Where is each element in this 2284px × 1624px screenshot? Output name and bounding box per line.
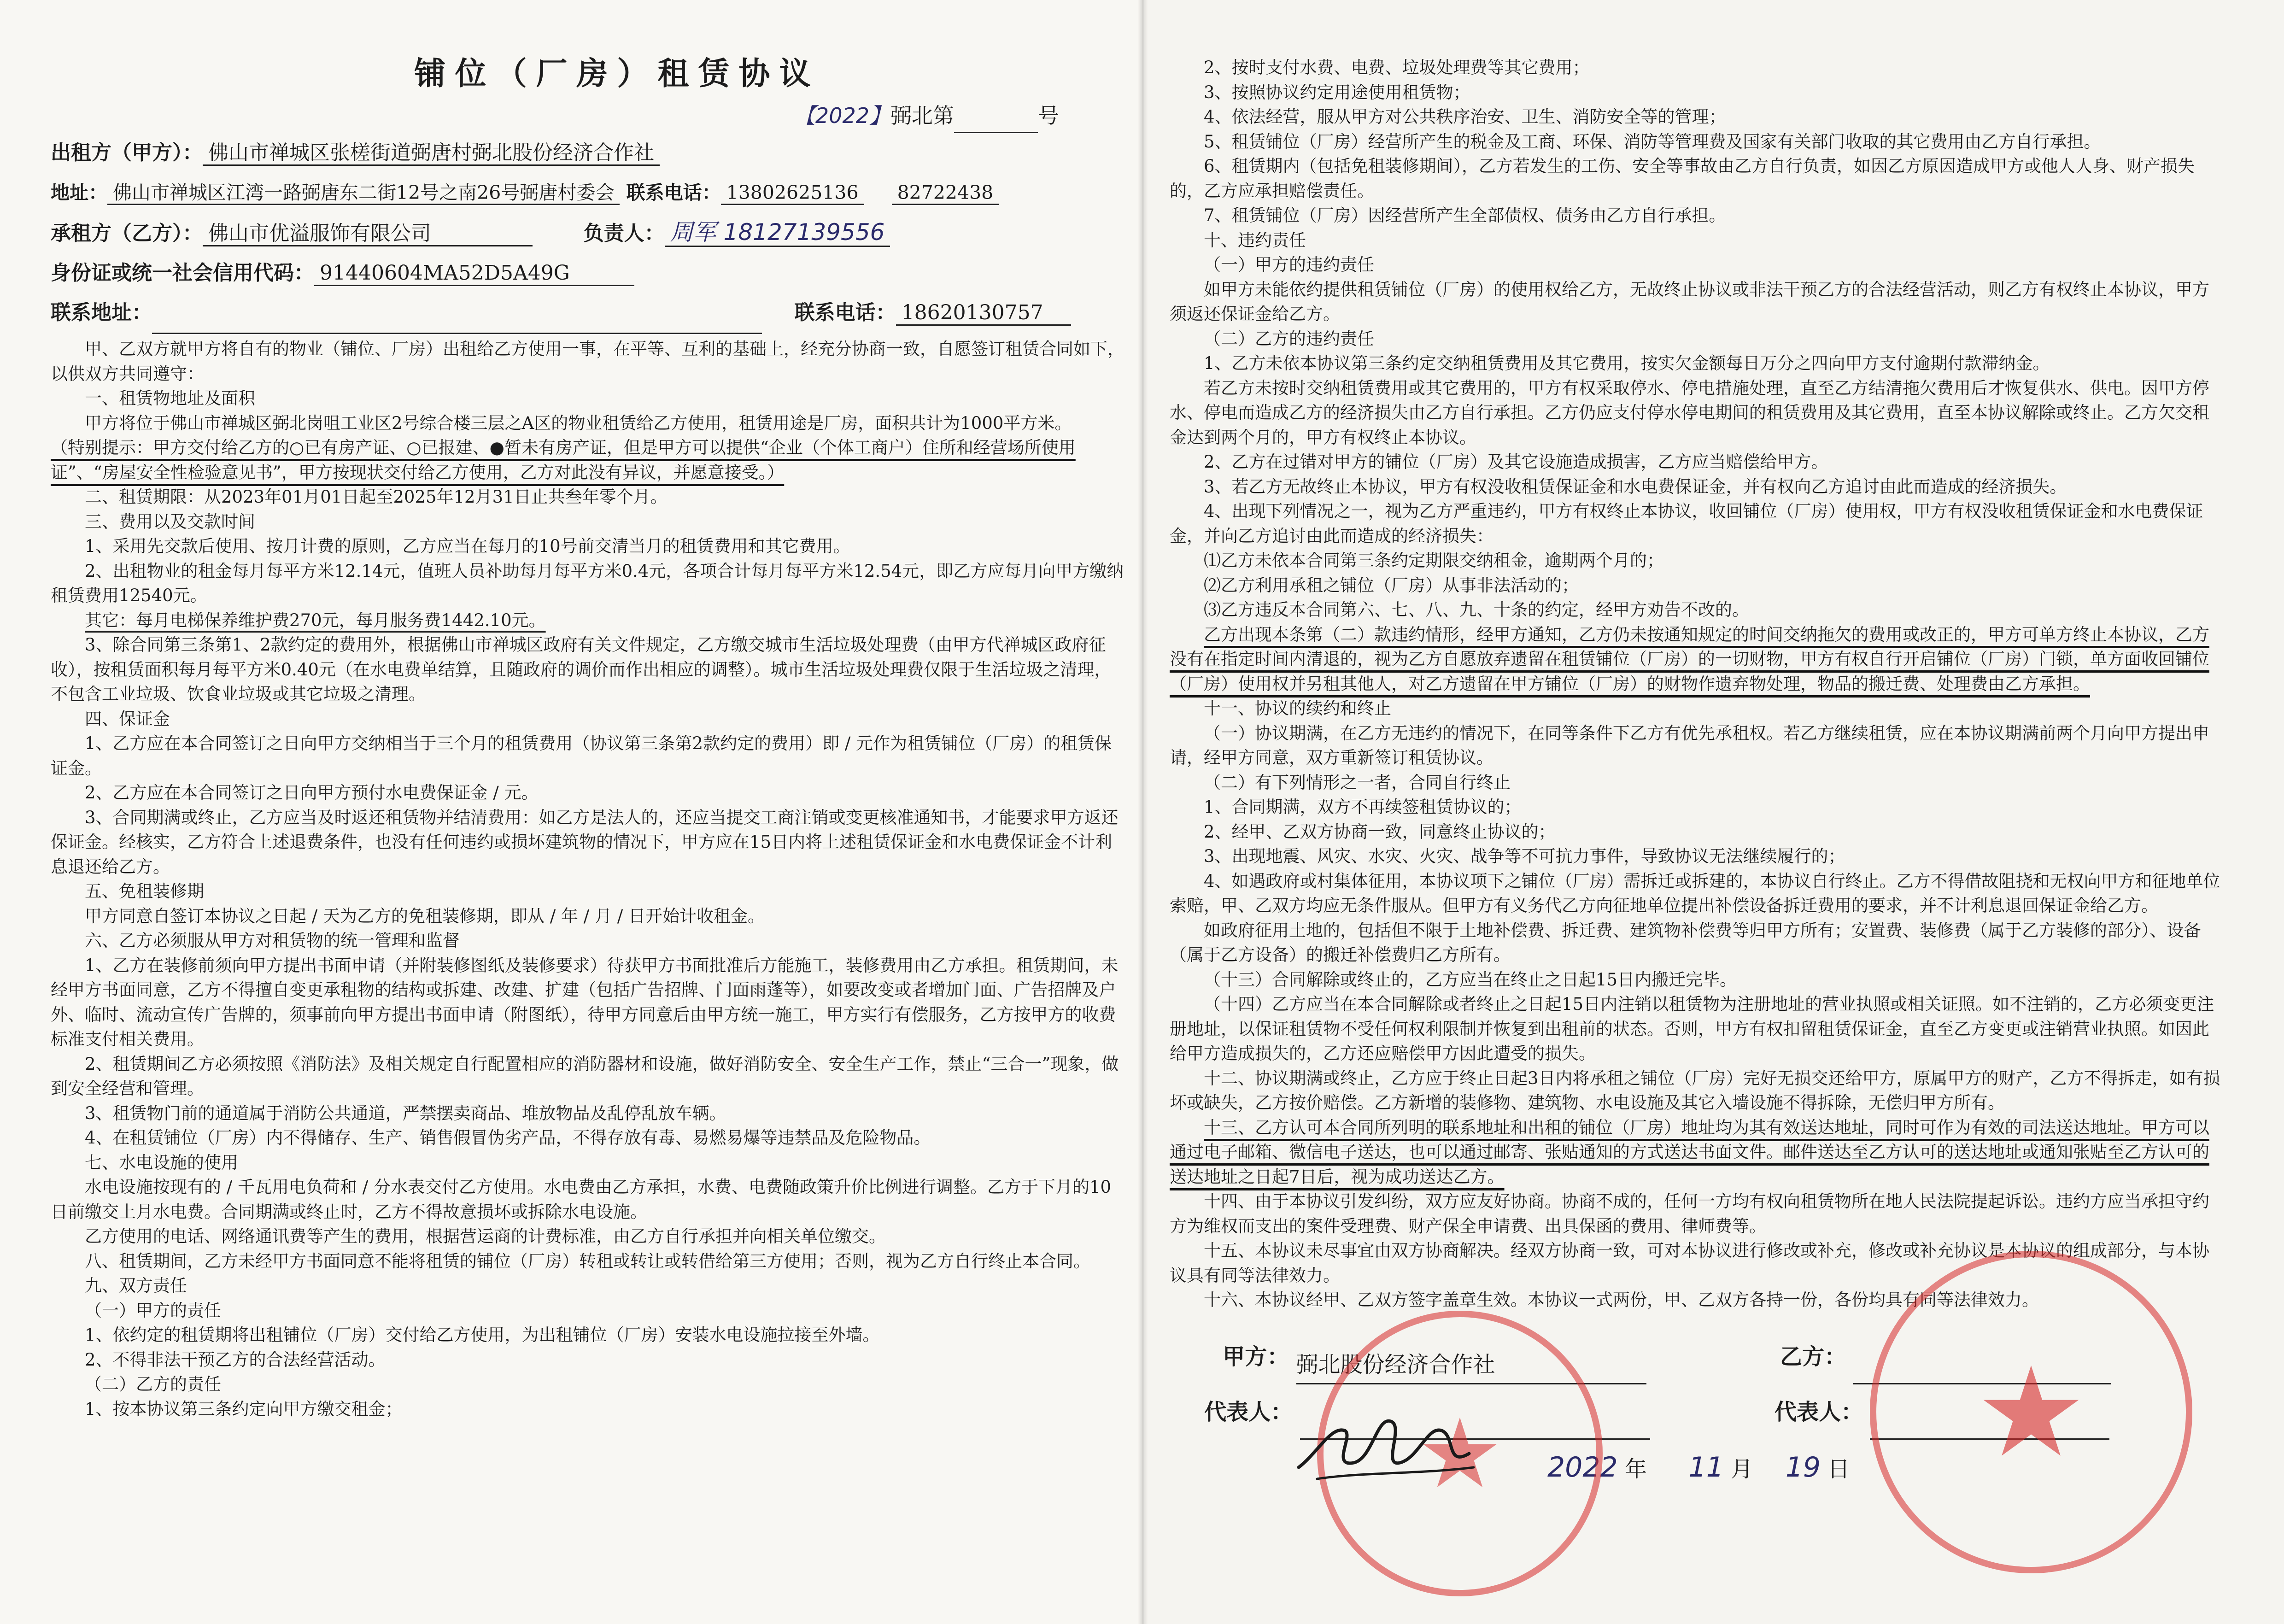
phone-value-1: 13802625136: [721, 182, 864, 205]
section-heading: （二）有下列情形之一者，合同自行终止: [1204, 772, 1511, 792]
clause: 4、在租赁铺位（厂房）内不得储存、生产、销售假冒伪劣产品，不得存放有毒、易燃易爆等违禁品及危险物品。: [85, 1128, 931, 1148]
clause: 如甲方未能依约提供租赁铺位（厂房）的使用权给乙方，无故终止协议或非法干预乙方的合法经营活动，则乙方有权终止本协议，甲方须返还保证金给乙方。: [1170, 279, 2209, 324]
date-year: 2022: [1547, 1451, 1618, 1483]
section-heading: （一）甲方的责任: [85, 1300, 221, 1320]
clause: 5、租赁铺位（厂房）经营所产生的税金及工商、环保、消防等管理费及国家有关部门收取的其它费用由乙方自行承担。: [1204, 131, 2101, 152]
phone-label: 联系电话：: [626, 182, 721, 204]
clause: 十五、本协议未尽事宜由双方协商解决。经双方协商一致，可对本协议进行修改或补充，修改或补充协议是本协议的组成部分，与本协议具有同等法律效力。: [1170, 1241, 2209, 1285]
signature-date-row: [1170, 1440, 2224, 1497]
special-note: （特别提示：甲方交付给乙方的○已有房产证、○已报建、●暂未有房产证，但是甲方可以提供“企业（个体工商户）住所和经营场所使用证”、“房屋安全性检验意见书”，甲方按现状交付给乙方使用，乙方对此没有异议，并愿意接受。）: [51, 438, 1076, 482]
signature-reps-row: [1170, 1384, 2224, 1440]
clause: （十三）合同解除或终止的，乙方应当在终止之日起15日内搬迁完毕。: [1204, 969, 1737, 990]
section-heading: 十一、协议的续约和终止: [1204, 698, 1391, 718]
lessee-row: [51, 212, 1128, 253]
clause: ⑵乙方利用承租之铺位（厂房）从事非法活动的；: [1204, 575, 1579, 595]
address-row: [51, 173, 1128, 212]
document-number: [51, 100, 1128, 133]
party-b-label: 乙方：: [1780, 1343, 1847, 1370]
clause: 1、按本协议第三条约定向甲方缴交租金；: [85, 1399, 403, 1419]
clause: 1、乙方未依本协议第三条约定交纳租赁费用及其它费用，按实欠金额每日万分之四向甲方支付逾期付款滞纳金。: [1204, 353, 2050, 373]
clause: 若乙方未按时交纳租赁费用或其它费用的，甲方有权采取停水、停电措施处理，直至乙方结清拖欠费用后才恢复供水、供电。因甲方停水、停电而造成乙方的经济损失由乙方自行承担。乙方仍应支付停水停电期间的租赁费用及其它费用，直至本协议解除或终止。乙方欠交租金达到两个月的，甲方有权终止本协议。: [1170, 378, 2209, 447]
section-heading: （一）甲方的违约责任: [1204, 255, 1374, 275]
clause: 7、租赁铺位（厂房）因经营所产生全部债权、债务由乙方自行承担。: [1204, 205, 1726, 225]
id-value: 91440604MA52D5A49G: [314, 261, 634, 286]
clause: 如政府征用土地的，包括但不限于土地补偿费、拆迁费、建筑物补偿费等归甲方所有；安置费、装修费（属于乙方装修的部分）、设备（属于乙方设备）的搬迁补偿费归乙方所有。: [1170, 920, 2201, 965]
clause: （一）协议期满，在乙方无违约的情况下，在同等条件下乙方有优先承租权。若乙方继续租赁，应在本协议期满前两个月向甲方提出申请，经甲方同意，双方重新签订租赁协议。: [1170, 723, 2209, 768]
contact-phone-label: 联系电话：: [794, 301, 896, 324]
date-month: 11: [1688, 1451, 1724, 1483]
clause-other-fees: 其它：每月电梯保养维护费270元，每月服务费1442.10元。: [85, 610, 546, 630]
clause-service-address: 十三、乙方认可本合同所列明的联系地址和出租的铺位（厂房）地址均为其有效送达地址，同时可作为有效的司法送达地址。甲方可以通过电子邮箱、微信电子送达，也可以通过邮寄、张贴通知的方式送达书面文件。邮件送达至乙方认可的送达地址或通知张贴至乙方认可的送达地址之日起7日后，视为成功送达乙方。: [1170, 1117, 2209, 1187]
lessor-value: 佛山市禅城区张槎街道弼唐村弼北股份经济合作社: [203, 141, 660, 166]
clause: （十四）乙方应当在本合同解除或者终止之日起15日内注销以租赁物为注册地址的营业执照或相关证照。如不注销的，乙方必须变更注册地址，以保证租赁物不受任何权利限制并恢复到出租前的状态。否则，甲方有权扣留租赁保证金，直至乙方变更或注销营业执照。如因此给甲方造成损失的，乙方还应赔偿甲方因此遭受的损失。: [1170, 994, 2214, 1063]
address-value: 佛山市禅城区江湾一路弼唐东二街12号之南26号弼唐村委会: [107, 182, 620, 205]
clause: 1、采用先交款后使用、按月计费的原则，乙方应当在每月的10号前交清当月的租赁费用和其它费用。: [85, 536, 850, 556]
clause: 甲、乙双方就甲方将自有的物业（铺位、厂房）出租给乙方使用一事，在平等、互利的基础上，经充分协商一致，自愿签订租赁合同如下，以供双方共同遵守：: [51, 339, 1124, 384]
clause: 1、乙方在装修前须向甲方提出书面申请（并附装修图纸及装修要求）待获甲方书面批准后方能施工，装修费用由乙方承担。租赁期间，未经甲方书面同意，乙方不得擅自变更承租物的结构或拆建、改建、扩建（包括广告招牌、门面雨蓬等），如要改变或者增加门面、广告招牌及户外、临时、流动宣传广告牌的，须事前向甲方提出书面申请（附图纸），待甲方同意后由甲方统一施工，甲方实行有偿服务，乙方按甲方的收费标准支付相关费用。: [51, 955, 1119, 1049]
signature-block: [1170, 1329, 2224, 1497]
clause: 甲方同意自签订本协议之日起 / 天为乙方的免租装修期，即从 / 年 / 月 / 日开始计收租金。: [85, 906, 765, 926]
phone-value-2: 82722438: [892, 182, 999, 205]
section-heading: 七、水电设施的使用: [85, 1152, 238, 1173]
date-year-unit: 年: [1624, 1456, 1647, 1482]
clause: 八、租赁期间，乙方未经甲方书面同意不能将租赁的铺位（厂房）转租或转让或转借给第三方使用；否则，视为乙方自行终止本合同。: [85, 1251, 1090, 1271]
section-heading: 十、违约责任: [1204, 230, 1306, 250]
section-heading: 五、免租装修期: [85, 881, 204, 901]
clause: ⑴乙方未依本合同第三条约定期限交纳租金，逾期两个月的；: [1204, 551, 1664, 570]
clause: 4、依法经营，服从甲方对公共秩序治安、卫生、消防安全等的管理；: [1204, 107, 1726, 127]
id-label: 身份证或统一社会信用代码：: [51, 261, 314, 285]
contact-phone-value: 18620130757: [896, 301, 1071, 326]
lessor-label: 出租方（甲方）：: [51, 141, 203, 164]
doc-prefix: 弼北第: [890, 103, 954, 128]
document-title: 铺位（厂房）租赁协议: [414, 55, 820, 92]
page-fold-shadow: [1138, 0, 1148, 1624]
section-heading: （二）乙方的违约责任: [1204, 328, 1374, 349]
contact-address-label: 联系地址：: [51, 301, 152, 324]
clause-default-notice: 乙方出现本条第（二）款违约情形，经甲方通知，乙方仍未按通知规定的时间交纳拖欠的费用或改正的，甲方可单方终止本协议，乙方没有在指定时间内清退的，视为乙方自愿放弃遗留在租赁铺位（厂房）的一切财物，甲方有权自行开启铺位（厂房）门锁，单方面收回铺位（厂房）使用权并另租其他人，对乙方遗留在甲方铺位（厂房）的财物作遗弃物处理，物品的搬迁费、处理费由乙方承担。: [1170, 624, 2209, 694]
left-body: [51, 337, 1128, 1421]
address-label: 地址：: [51, 182, 107, 204]
clause: 2、乙方在过错对甲方的铺位（厂房）及其它设施造成损害，乙方应当赔偿给甲方。: [1204, 452, 1828, 472]
right-body: [1170, 55, 2224, 1313]
lessee-label: 承租方（乙方）：: [51, 222, 203, 245]
rep-label: 负责人：: [583, 222, 665, 245]
lessee-value: 佛山市优溢服饰有限公司: [203, 222, 533, 246]
doc-suffix: 号: [1038, 103, 1059, 128]
rep-value: 周军 18127139556: [665, 219, 890, 247]
clause: 2、租赁期间乙方必须按照《消防法》及相关规定自行配置相应的消防器材和设施，做好消防安全、安全生产工作，禁止“三合一”现象，做到安全经营和管理。: [51, 1054, 1119, 1098]
clause: 2、经甲、乙双方协商一致，同意终止协议的；: [1204, 821, 1556, 842]
doc-year: 【2022】: [794, 103, 890, 128]
clause: 1、合同期满，双方不再续签租赁协议的；: [1204, 797, 1522, 817]
section-heading: 六、乙方必须服从甲方对租赁物的统一管理和监督: [85, 931, 460, 950]
clause: 3、合同期满或终止，乙方应当及时返还租赁物并结清费用：如乙方是法人的，还应当提交工商注销或变更核准通知书，才能要求甲方返还保证金。经核实，乙方符合上述退费条件，也没有任何违约或损坏建筑物的情况下，甲方应在15日内将上述租赁保证金和水电费保证金不计利息退还给乙方。: [51, 807, 1119, 877]
clause: 3、除合同第三条第1、2款约定的费用外，根据佛山市禅城区政府有关文件规定，乙方缴交城市生活垃圾处理费（由甲方代禅城区政府征收），按租赁面积每月每平方米0.40元（在水电费单结算，且随政府的调价而作出相应的调整）。城市生活垃圾处理费仅限于生活垃圾之清理，不包含工业垃圾、饮食业垃圾或其它垃圾之清理。: [51, 635, 1112, 704]
date-day: 19: [1785, 1451, 1821, 1483]
clause: 3、租赁物门前的通道属于消防公共通道，严禁摆卖商品、堆放物品及乱停乱放车辆。: [85, 1103, 726, 1123]
date-day-unit: 日: [1827, 1456, 1850, 1482]
section-heading: 四、保证金: [85, 709, 170, 729]
clause: 3、出现地震、风灾、水灾、火灾、战争等不可抗力事件，导致协议无法继续履行的；: [1204, 846, 1845, 866]
clause: 6、租赁期内（包括免租装修期间），乙方若发生的工伤、安全等事故由乙方自行负责，如因乙方原因造成甲方或他人人身、财产损失的，乙方应承担赔偿责任。: [1170, 156, 2195, 201]
contact-row: [51, 293, 1128, 334]
section-heading: 九、双方责任: [85, 1276, 187, 1296]
clause: 4、如遇政府或村集体征用，本协议项下之铺位（厂房）需拆迁或拆建的，本协议自行终止。乙方不得借故阻挠和无权向甲方和征地单位索赔，甲、乙双方均应无条件服从。但甲方有义务代乙方向征地单位提出补偿设备拆迁费用的要求，并不计利息退回保证金给乙方。: [1170, 871, 2220, 915]
id-row: [51, 253, 1128, 293]
party-a-label: 甲方：: [1223, 1343, 1289, 1370]
clause: 水电设施按现有的 / 千瓦用电负荷和 / 分水表交付乙方使用。水电费由乙方承担，水费、电费随政策升价比例进行调整。乙方于下月的10日前缴交上月水电费。合同期满或终止时，乙方不得故意损坏或拆除水电设施。: [51, 1177, 1112, 1222]
clause: 3、按照协议约定用途使用租赁物；: [1204, 82, 1470, 102]
clause: 十四、由于本协议引发纠纷，双方应友好协商。协商不成的，任何一方均有权向租赁物所在地人民法院提起诉讼。违约方应当承担守约方为维权而支出的案件受理费、财产保全申请费、出具保函的费用、律师费等。: [1170, 1191, 2209, 1236]
section-heading: 二、租赁期限：从2023年01月01日起至2025年12月31日止共叁年零个月。: [85, 487, 668, 507]
clause: 1、依约定的租赁期将出租铺位（厂房）交付给乙方使用，为出租铺位（厂房）安装水电设施拉接至外墙。: [85, 1325, 880, 1345]
section-heading: （二）乙方的责任: [85, 1374, 221, 1394]
clause: 2、乙方应在本合同签订之日向甲方预付水电费保证金 / 元。: [85, 783, 539, 803]
rep-b-label: 代表人：: [1774, 1399, 1863, 1425]
clause: 十二、协议期满或终止，乙方应于终止日起3日内将承租之铺位（厂房）完好无损交还给甲方，原属甲方的财产，乙方不得拆走，如有损坏或缺失，乙方按价赔偿。乙方新增的装修物、建筑物、水电设施及其它入墙设施不得拆除，无偿归甲方所有。: [1170, 1068, 2220, 1113]
clause: 4、出现下列情况之一，视为乙方严重违约，甲方有权终止本协议，收回铺位（厂房）使用权，甲方有权没收租赁保证金和水电费保证金，并向乙方追讨由此而造成的经济损失：: [1170, 501, 2203, 546]
clause: 2、按时支付水费、电费、垃圾处理费等其它费用；: [1204, 58, 1590, 77]
lessor-row: [51, 133, 1128, 173]
clause: 甲方将位于佛山市禅城区弼北岗咀工业区2号综合楼三层之A区的物业租赁给乙方使用，租赁用途是厂房，面积共计为1000平方米。: [85, 413, 1072, 433]
signature-parties-row: [1170, 1329, 2224, 1384]
rep-a-label: 代表人：: [1204, 1399, 1293, 1425]
section-heading: 三、费用以及交款时间: [85, 511, 255, 532]
clause: 十六、本协议经甲、乙双方签字盖章生效。本协议一式两份，甲、乙双方各持一份，各份均具有同等法律效力。: [1204, 1290, 2039, 1310]
party-a-value: 弼北股份经济合作社: [1296, 1346, 1646, 1384]
clause: 3、若乙方无故终止本协议，甲方有权没收租赁保证金和水电费保证金，并有权向乙方追讨由此而造成的经济损失。: [1204, 476, 2067, 497]
clause: 1、乙方应在本合同签订之日向甲方交纳相当于三个月的租赁费用（协议第三条第2款约定的费用）即 / 元作为租赁铺位（厂房）的租赁保证金。: [51, 733, 1112, 778]
clause: 乙方使用的电话、网络通讯费等产生的费用，根据营运商的计费标准，由乙方自行承担并向相关单位缴交。: [85, 1226, 886, 1246]
clause: ⑶乙方违反本合同第六、七、八、九、十条的约定，经甲方劝告不改的。: [1204, 600, 1749, 620]
right-page: [1142, 0, 2284, 1624]
date-month-unit: 月: [1731, 1456, 1753, 1482]
clause: 2、出租物业的租金每月每平方米12.14元，值班人员补助每月每平方米0.4元，各项合计每月每平方米12.54元，即乙方应每月向甲方缴纳租赁费用12540元。: [51, 561, 1124, 605]
clause: 2、不得非法干预乙方的合法经营活动。: [85, 1349, 386, 1370]
section-heading: 一、租赁物地址及面积: [85, 388, 255, 408]
